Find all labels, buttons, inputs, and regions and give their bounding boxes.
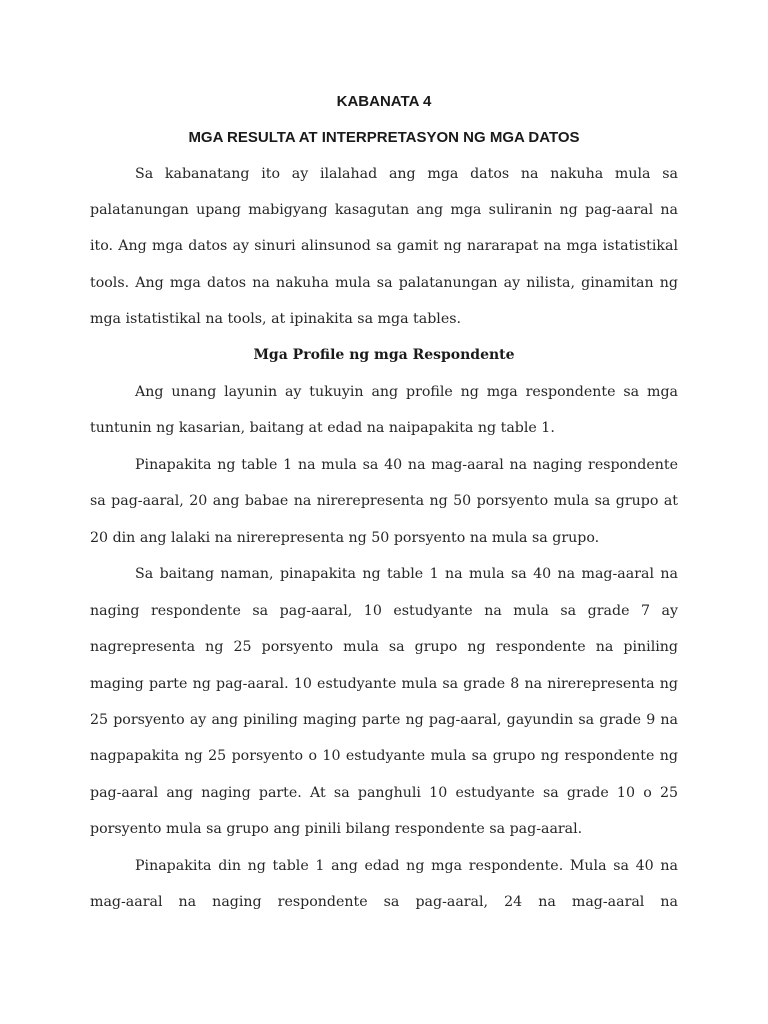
text-line: porsyento mula sa grupo ang pinili bilang respondente sa pag-aaral. <box>90 821 583 837</box>
text-line: 20 din ang lalaki na nirerepresenta ng 50 porsyento na mula sa grupo. <box>90 530 600 546</box>
text-line: ito. Ang mga datos ay sinuri alinsunod sa gamit ng nararapat na mga istatistikal <box>90 238 678 254</box>
text-line: palatanungan upang mabigyang kasagutan ang mga suliranin ng pag-aaral na <box>90 202 678 218</box>
text-line: maging parte ng pag-aaral. 10 estudyante mula sa grade 8 na nirerepresenta ng <box>90 676 678 692</box>
text-line: tuntunin ng kasarian, baitang at edad na naipapakita ng table 1. <box>90 420 555 436</box>
section-heading: Mga Profile ng mga Respondente <box>253 347 515 363</box>
text-line: pag-aaral ang naging parte. At sa panghuli 10 estudyante sa grade 10 o 25 <box>90 785 678 801</box>
chapter-title: MGA RESULTA AT INTERPRETASYON NG MGA DATOS <box>188 129 580 146</box>
text-line: Pinapakita din ng table 1 ang edad ng mga respondente. Mula sa 40 na <box>135 858 678 874</box>
text-line: nagrepresenta ng 25 porsyento mula sa grupo ng respondente na piniling <box>90 639 678 655</box>
text-line: Sa baitang naman, pinapakita ng table 1 na mula sa 40 na mag-aaral na <box>135 566 678 582</box>
text-line: nagpapakita ng 25 porsyento o 10 estudyante mula sa grupo ng respondente ng <box>90 748 678 764</box>
text-line: mga istatistikal na tools, at ipinakita sa mga tables. <box>90 311 462 327</box>
text-line: naging respondente sa pag-aaral, 10 estudyante na mula sa grade 7 ay <box>90 603 678 619</box>
text-line: sa pag-aaral, 20 ang babae na nirerepresenta ng 50 porsyento mula sa grupo at <box>90 493 678 509</box>
text-line: 25 porsyento ay ang piniling maging parte ng pag-aaral, gayundin sa grade 9 na <box>90 712 678 728</box>
text-line: Pinapakita ng table 1 na mula sa 40 na mag-aaral na naging respondente <box>135 457 678 473</box>
text-line: Ang unang layunin ay tukuyin ang profile ng mga respondente sa mga <box>135 384 678 400</box>
text-line: Sa kabanatang ito ay ilalahad ang mga datos na nakuha mula sa <box>135 166 678 182</box>
text-line: tools. Ang mga datos na nakuha mula sa palatanungan ay nilista, ginamitan ng <box>90 275 678 291</box>
text-line: mag-aaral na naging respondente sa pag-aaral, 24 na mag-aaral na <box>90 894 678 910</box>
chapter-heading: KABANATA 4 <box>336 93 432 110</box>
